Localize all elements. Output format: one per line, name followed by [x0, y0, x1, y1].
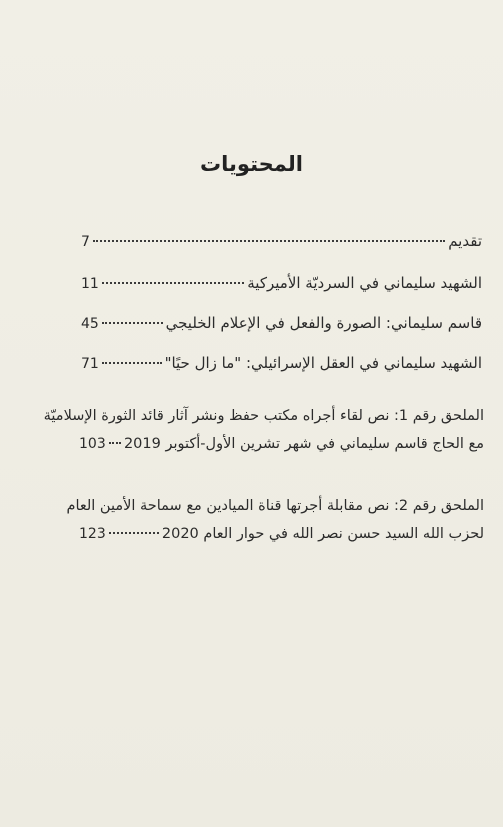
toc-entry-title: قاسم سليماني: الصورة والفعل في الإعلام الخليجي [165, 314, 482, 332]
toc-entry [81, 314, 482, 338]
dot-leader [109, 442, 121, 444]
toc-entry-page: 45 [81, 316, 99, 332]
toc-entry-page: 11 [81, 276, 99, 292]
appendix-entry [66, 492, 484, 548]
page-title: المحتويات [200, 152, 303, 176]
appendix-title-line: الملحق رقم 2: نص مقابلة أجرتها قناة الميادين مع سماحة الأمين العام [66, 498, 484, 514]
dot-leader [102, 362, 162, 364]
appendix-title-line-2 [79, 430, 484, 458]
toc-entry-title: الشهيد سليماني في العقل الإسرائيلي: "ما زال حيًا" [164, 354, 482, 372]
toc-entry [81, 274, 482, 298]
appendix-page: 103 [79, 436, 106, 452]
appendix-title-line: الملحق رقم 1: نص لقاء أجراه مكتب حفظ ونشر آثار قائد الثورة الإسلاميّة [43, 408, 484, 424]
toc-entry-title: تقديم [448, 232, 482, 250]
dot-leader [102, 282, 244, 284]
appendix-page: 123 [79, 526, 106, 542]
dot-leader [102, 322, 163, 324]
appendix-entry [43, 402, 484, 458]
appendix-subtitle: مع الحاج قاسم سليماني في شهر تشرين الأول-أكتوبر 2019 [123, 436, 484, 452]
appendix-subtitle: لحزب الله السيد حسن نصر الله في حوار العام 2020 [161, 526, 484, 542]
toc-entry [81, 232, 482, 256]
dot-leader [109, 532, 159, 534]
appendix-title-line-2 [79, 520, 484, 548]
toc-entry-page: 7 [81, 234, 90, 250]
toc-entry [81, 354, 482, 378]
toc-entry-page: 71 [81, 356, 99, 372]
dot-leader [93, 240, 445, 242]
toc-entry-title: الشهيد سليماني في السرديّة الأميركية [247, 274, 482, 292]
